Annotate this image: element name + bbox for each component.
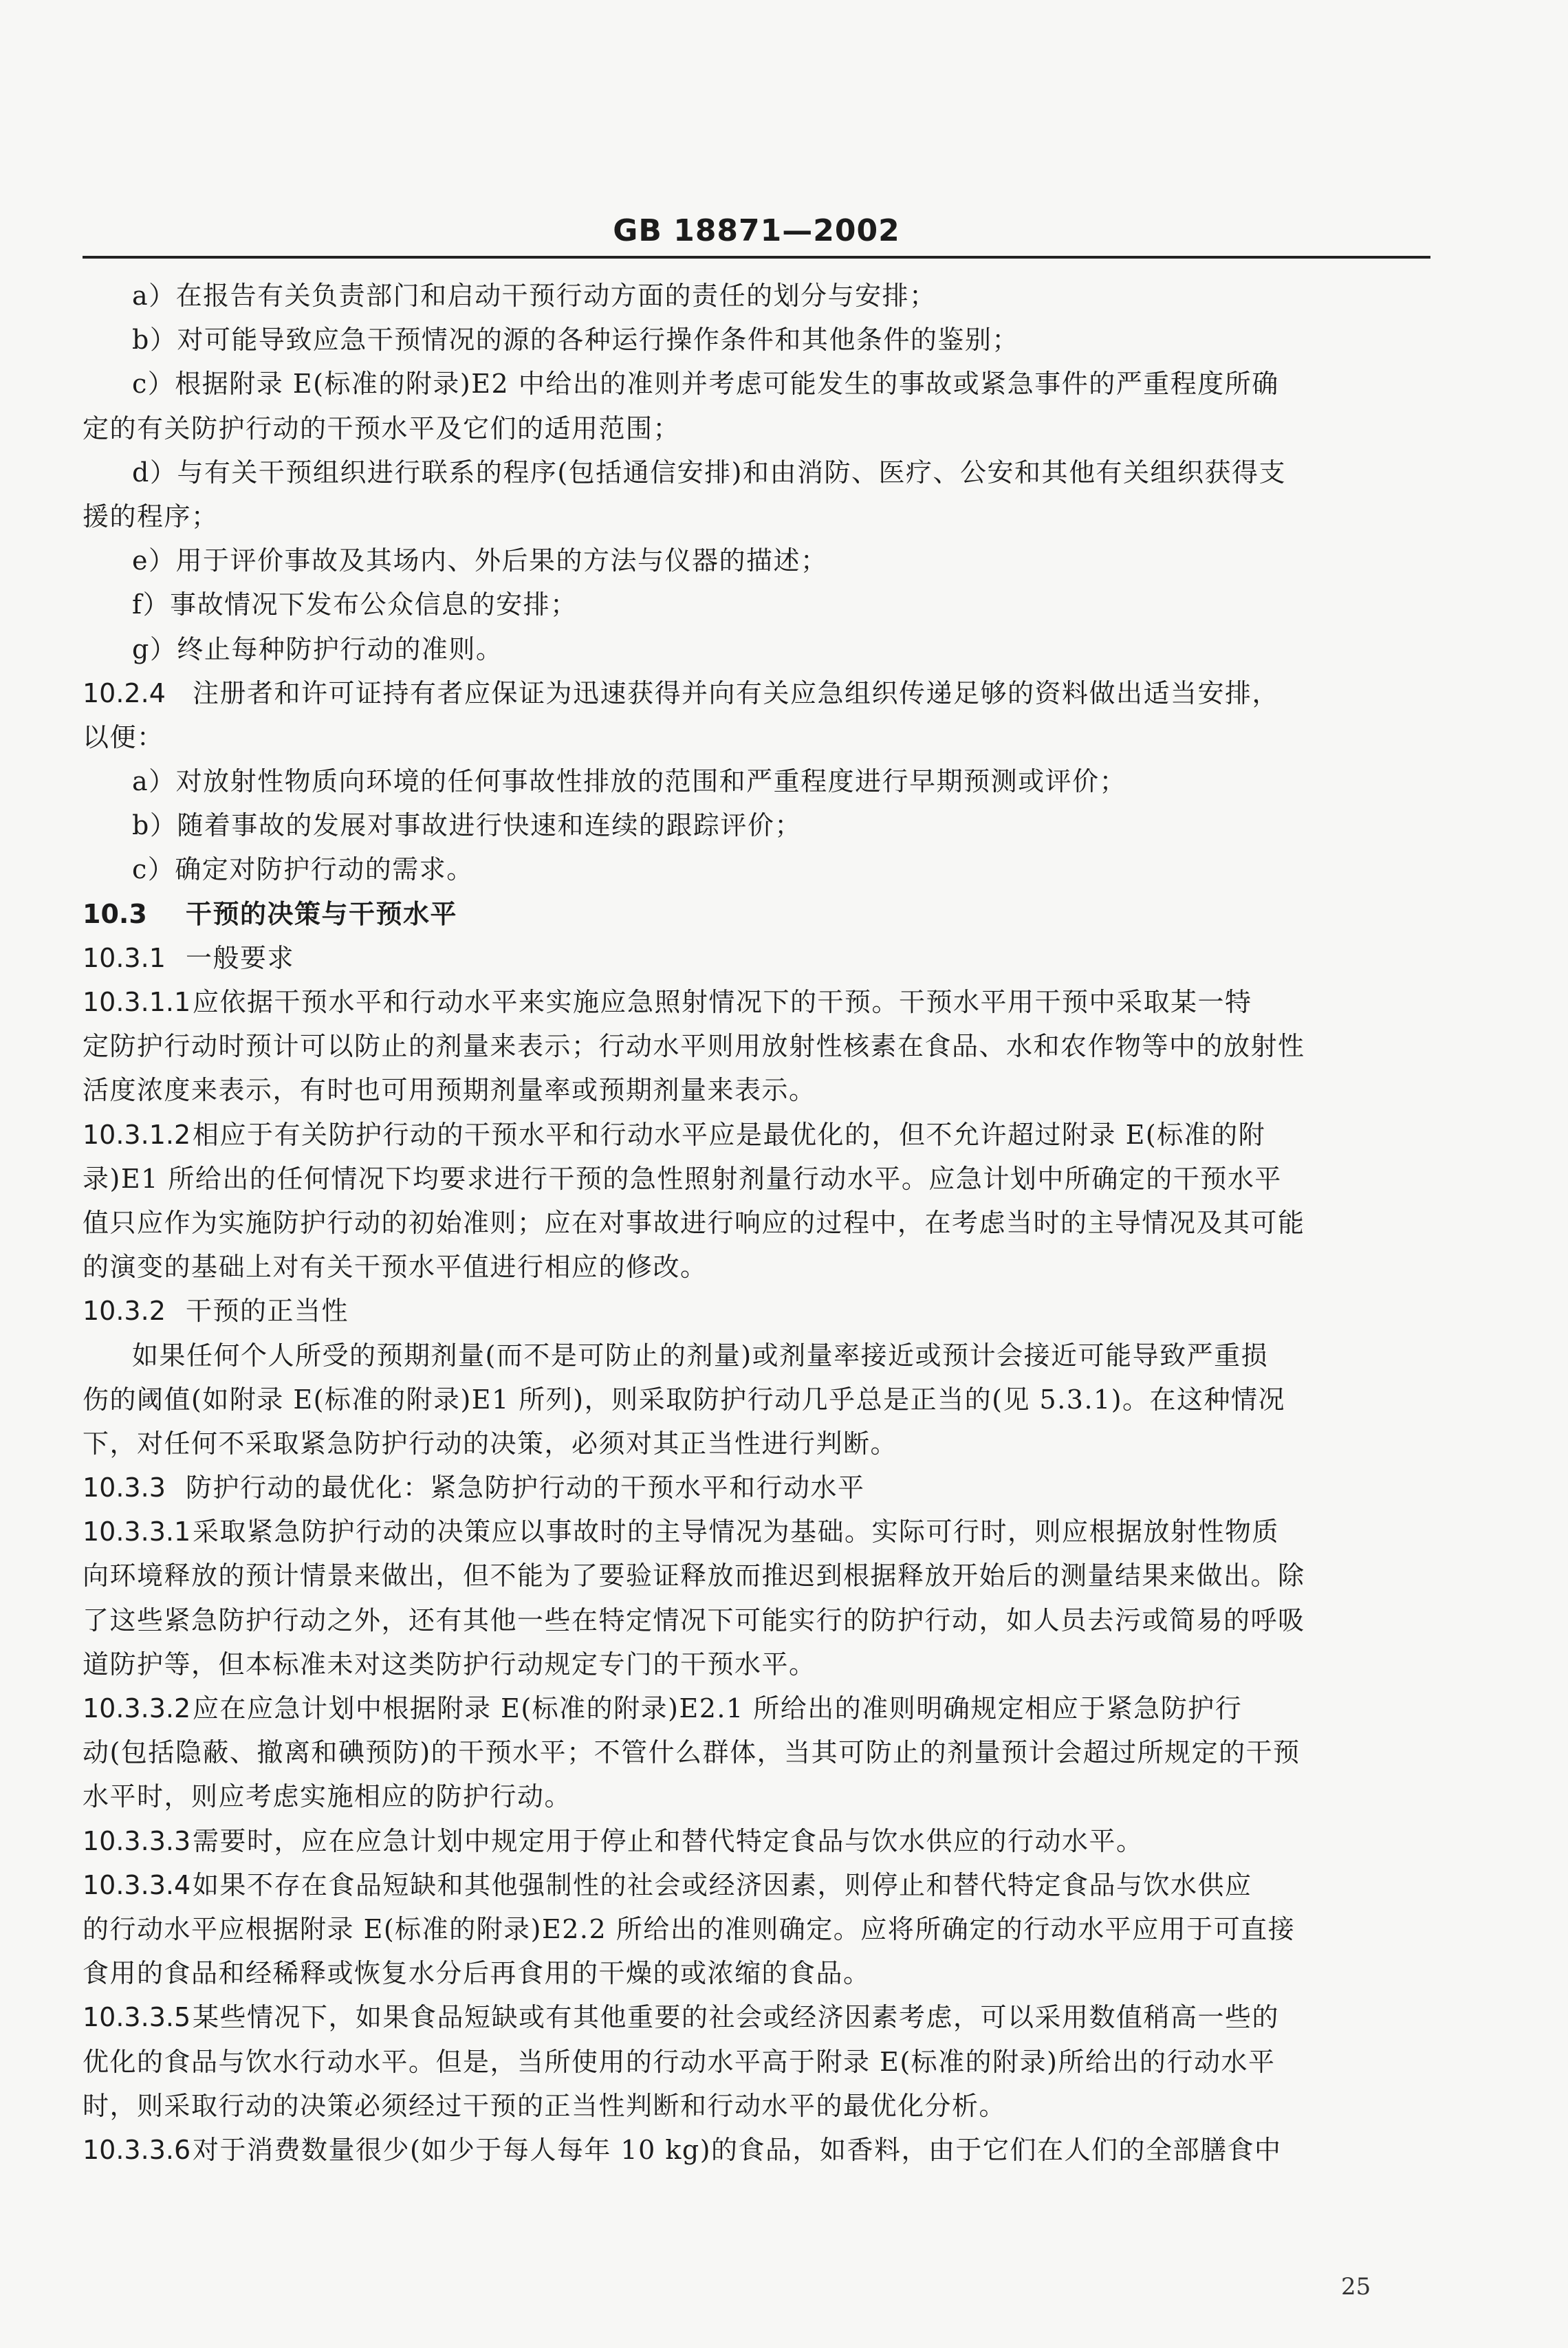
text-line: 定的有关防护行动的干预水平及它们的适用范围； (83, 413, 681, 444)
list-item: g）终止每种防护行动的准则。 (132, 633, 503, 664)
clause-text: 需要时，应在应急计划中规定用于停止和替代特定食品与饮水供应的行动水平。 (193, 1825, 1144, 1856)
clause-10-3-2 (83, 1289, 1430, 1333)
text-line: 优化的食品与饮水行动水平。但是，当所使用的行动水平高于附录 E(标准的附录)所给出的行动水平 (83, 2046, 1276, 2077)
list-item: a）在报告有关负责部门和启动干预行动方面的责任的划分与安排； (132, 281, 937, 311)
subsection-title: 一般要求 (186, 942, 295, 973)
clause-10-3-1-2 (83, 1113, 1430, 1157)
list-item: a）对放射性物质向环境的任何事故性排放的范围和严重程度进行早期预测或评价； (132, 766, 1127, 797)
list-item: c）确定对防护行动的需求。 (132, 854, 474, 885)
subsection-title: 干预的正当性 (186, 1296, 349, 1327)
clause-10-3-3-5 (83, 1995, 1430, 2039)
text-line: 录)E1 所给出的任何情况下均要求进行干预的急性照射剂量行动水平。应急计划中所确定的干预水平 (83, 1163, 1282, 1194)
document-body (83, 274, 1430, 2172)
list-item: d）与有关干预组织进行联系的程序(包括通信安排)和由消防、医疗、公安和其他有关组织获得支 (132, 457, 1286, 488)
list-item: c）根据附录 E(标准的附录)E2 中给出的准则并考虑可能发生的事故或紧急事件的严重程度所确 (132, 369, 1279, 400)
clause-10-3-3-1 (83, 1510, 1430, 1554)
header-rule (83, 256, 1430, 259)
text-line: 了这些紧急防护行动之外，还有其他一些在特定情况下可能实行的防护行动，如人员去污或简易的呼吸 (83, 1605, 1305, 1635)
text-line: 定防护行动时预计可以防止的剂量来表示；行动水平则用放射性核素在食品、水和农作物等中的放射性 (83, 1031, 1305, 1062)
clause-number: 10.3.2 (83, 1296, 166, 1327)
text-line: 伤的阈值(如附录 E(标准的附录)E1 所列)，则采取防护行动几乎总是正当的(见 5.3.1)。在这种情况 (83, 1384, 1286, 1415)
clause-10-3-3-4 (83, 1863, 1430, 1907)
clause-number: 10.3.1 (83, 942, 166, 973)
text-line: 援的程序； (83, 501, 219, 532)
text-line: 如果任何个人所受的预期剂量(而不是可防止的剂量)或剂量率接近或预计会接近可能导致严重损 (132, 1340, 1269, 1371)
list-item: b）对可能导致应急干预情况的源的各种运行操作条件和其他条件的鉴别； (132, 325, 1019, 356)
text-line: 下，对任何不采取紧急防护行动的决策，必须对其正当性进行判断。 (83, 1428, 898, 1459)
clause-10-3-3-2 (83, 1686, 1430, 1730)
clause-number: 10.3.1.1 (83, 987, 191, 1017)
text-line: 值只应作为实施防护行动的初始准则；应在对事故进行响应的过程中，在考虑当时的主导情况及其可能 (83, 1207, 1305, 1238)
clause-text: 注册者和许可证持有者应保证为迅速获得并向有关应急组织传递足够的资料做出适当安排， (193, 677, 1280, 708)
clause-number: 10.3.3.4 (83, 1869, 191, 1900)
clause-10-3-3-3 (83, 1819, 1430, 1863)
clause-number: 10.3.3.6 (83, 2134, 191, 2165)
clause-text: 应在应急计划中根据附录 E(标准的附录)E2.1 所给出的准则明确规定相应于紧急防护行 (193, 1693, 1243, 1724)
list-item: b）随着事故的发展对事故进行快速和连续的跟踪评价； (132, 810, 802, 841)
clause-text: 相应于有关防护行动的干预水平和行动水平应是最优化的，但不允许超过附录 E(标准的附 (193, 1119, 1266, 1150)
clause-text: 采取紧急防护行动的决策应以事故时的主导情况为基础。实际可行时，则应根据放射性物质 (193, 1517, 1280, 1547)
standard-header: GB 18871—2002 (613, 213, 900, 248)
clause-10-2-4 (83, 671, 1430, 715)
text-line: 的行动水平应根据附录 E(标准的附录)E2.2 所给出的准则确定。应将所确定的行动水平应用于可直接 (83, 1913, 1296, 1944)
text-line: 动(包括隐蔽、撤离和碘预防)的干预水平；不管什么群体，当其可防止的剂量预计会超过所规定的干预 (83, 1737, 1300, 1768)
clause-text: 某些情况下，如果食品短缺或有其他重要的社会或经济因素考虑，可以采用数值稍高一些的 (193, 2002, 1280, 2033)
text-line: 的演变的基础上对有关干预水平值进行相应的修改。 (83, 1252, 708, 1283)
list-item: f）事故情况下发布公众信息的安排； (132, 589, 578, 620)
clause-10-3-1-1 (83, 980, 1430, 1024)
clause-10-3-3 (83, 1466, 1430, 1510)
text-line: 向环境释放的预计情景来做出，但不能为了要验证释放而推迟到根据释放开始后的测量结果来做出。除 (83, 1561, 1305, 1591)
clause-text: 对于消费数量很少(如少于每人每年 10 kg)的食品，如香料，由于它们在人们的全部膳食中 (193, 2134, 1282, 2165)
clause-number: 10.2.4 (83, 677, 166, 708)
text-line: 水平时，则应考虑实施相应的防护行动。 (83, 1781, 572, 1812)
clause-number: 10.3.3.1 (83, 1517, 191, 1547)
clause-number: 10.3.1.2 (83, 1119, 191, 1150)
page-number: 25 (1341, 2273, 1371, 2301)
clause-10-3-1 (83, 936, 1430, 980)
subsection-title: 防护行动的最优化：紧急防护行动的干预水平和行动水平 (186, 1472, 865, 1503)
list-item: e）用于评价事故及其场内、外后果的方法与仪器的描述； (132, 545, 828, 576)
text-line: 以便： (83, 721, 164, 752)
clause-text: 应依据干预水平和行动水平来实施应急照射情况下的干预。干预水平用干预中采取某一特 (193, 987, 1252, 1017)
clause-text: 如果不存在食品短缺和其他强制性的社会或经济因素，则停止和替代特定食品与饮水供应 (193, 1869, 1252, 1900)
section-title: 干预的决策与干预水平 (186, 898, 458, 929)
clause-number: 10.3.3.3 (83, 1825, 191, 1856)
clause-number: 10.3.3.2 (83, 1693, 191, 1724)
clause-10-3 (83, 892, 1430, 936)
clause-number: 10.3.3 (83, 1472, 166, 1503)
clause-number: 10.3 (83, 898, 147, 929)
text-line: 活度浓度来表示，有时也可用预期剂量率或预期剂量来表示。 (83, 1075, 816, 1106)
clause-10-3-3-6 (83, 2128, 1430, 2172)
clause-number: 10.3.3.5 (83, 2002, 191, 2033)
text-line: 食用的食品和经稀释或恢复水分后再食用的干燥的或浓缩的食品。 (83, 1958, 871, 1989)
text-line: 道防护等，但本标准未对这类防护行动规定专门的干预水平。 (83, 1649, 816, 1680)
text-line: 时，则采取行动的决策必须经过干预的正当性判断和行动水平的最优化分析。 (83, 2090, 1007, 2121)
